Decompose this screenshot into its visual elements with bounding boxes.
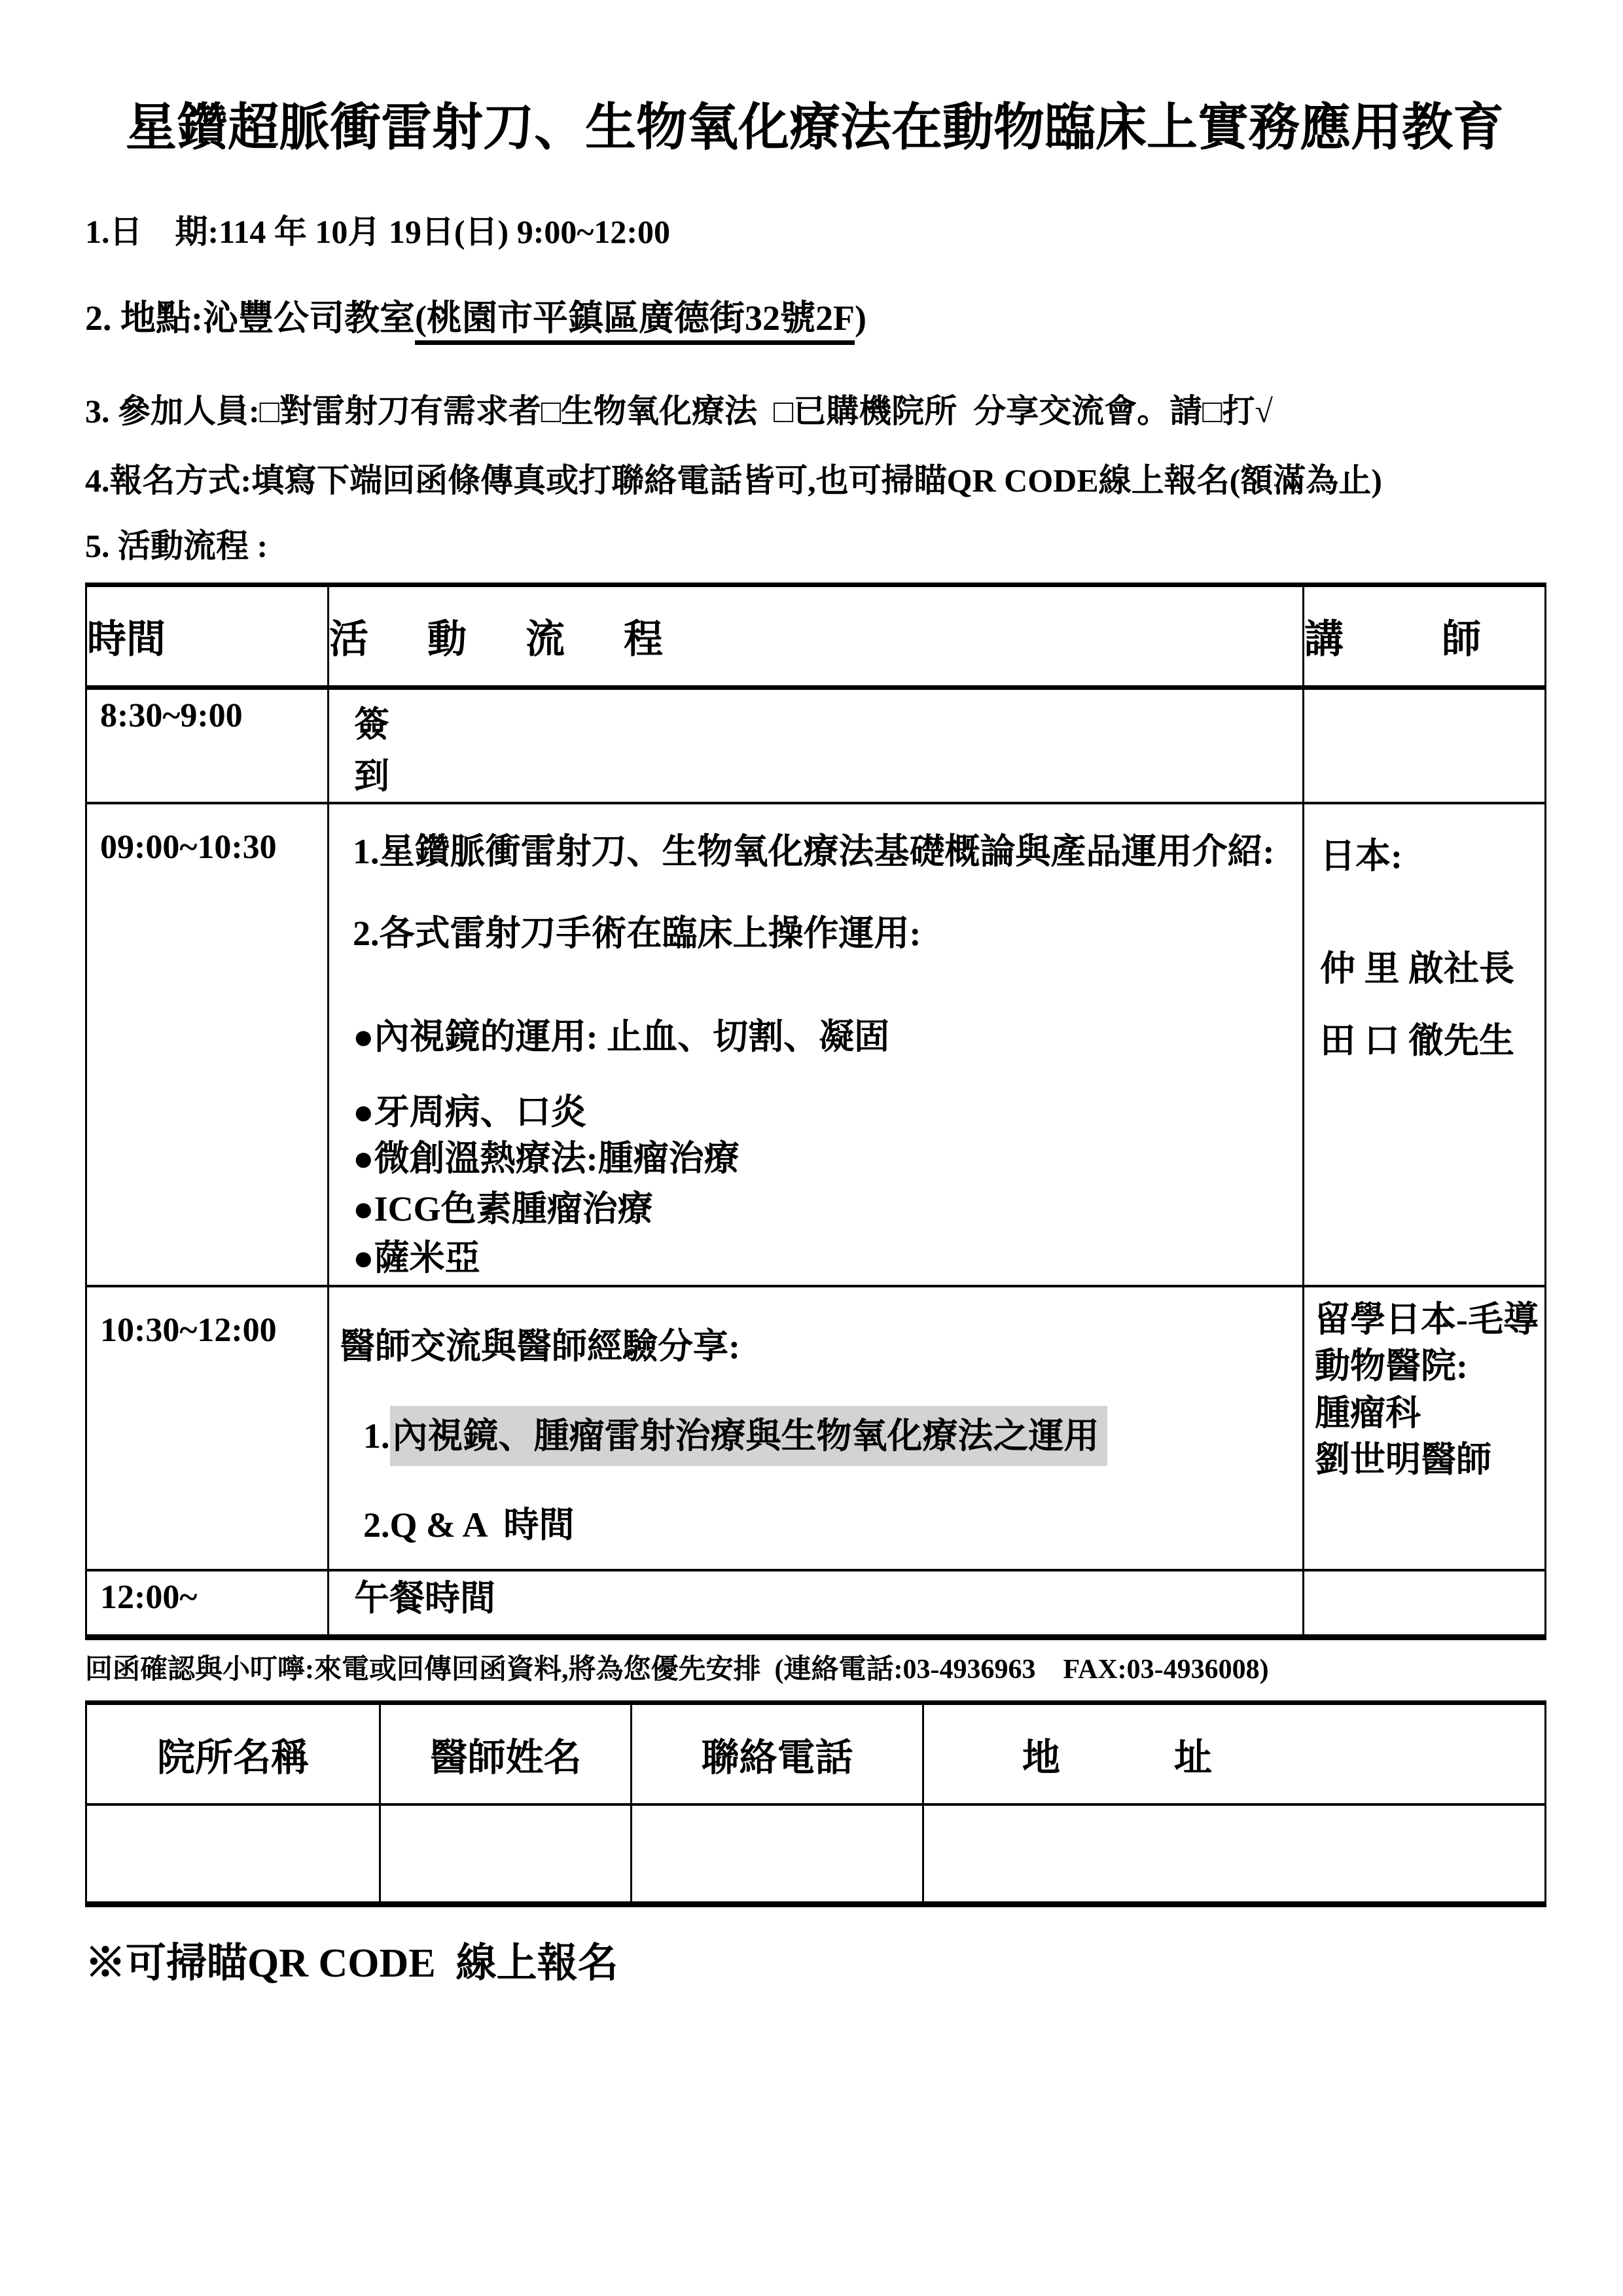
col-header-address: 地 址 (923, 1703, 1546, 1805)
location-prefix: 2. 地點:沁豐公司教室 (85, 298, 415, 338)
lecturer-line: 腫瘤科 (1315, 1393, 1421, 1433)
lecturer-cell (1304, 803, 1546, 1286)
qr-code-note: ※可掃瞄QR CODE 線上報名 (85, 1941, 618, 1986)
highlight-number: 1. (363, 1416, 390, 1456)
activity-bullet: ●內視鏡的運用: 止血、切割、凝固 (353, 1016, 890, 1056)
col-header-clinic-name: 院所名稱 (86, 1703, 380, 1805)
time-cell (86, 1286, 329, 1570)
col-header-contact-phone: 聯絡電話 (632, 1703, 923, 1805)
lecturer-line: 動物醫院: (1315, 1346, 1468, 1386)
lecturer-cell (1304, 1286, 1546, 1570)
col-header-doctor-name: 醫師姓名 (380, 1703, 632, 1805)
location-address-underlined: (桃園市平鎮區廣德街32號2F (415, 298, 855, 345)
lecturer-line: 田 口 徹先生 (1320, 1021, 1514, 1061)
col-header-time: 時間 (86, 585, 329, 688)
activity-cell (329, 1570, 1304, 1638)
activity-cell (329, 688, 1304, 803)
time-cell (86, 688, 329, 803)
address-blank-cell (923, 1804, 1546, 1905)
time-cell (86, 1570, 329, 1638)
schedule-table (85, 583, 1546, 1640)
registration-line: 4.報名方式:填寫下端回函條傳真或打聯絡電話皆可,也可掃瞄QR CODE線上報名(額滿為止) (85, 462, 1382, 499)
schedule-row-sharing (86, 1286, 1546, 1570)
activity-bullet: ●牙周病、口炎 (353, 1092, 586, 1132)
activity-line: 醫師交流與醫師經驗分享: (340, 1327, 740, 1367)
reply-header-row (86, 1703, 1546, 1805)
time-cell (86, 803, 329, 1286)
time-value: 09:00~10:30 (100, 829, 277, 867)
col-header-lecturer: 講 師 (1304, 585, 1546, 688)
schedule-row-signin (86, 688, 1546, 803)
lecturer-line: 劉世明醫師 (1315, 1439, 1491, 1479)
activity-line: 簽 (354, 705, 389, 745)
lecturer-line: 日本: (1320, 836, 1402, 876)
reply-confirmation-note: 回函確認與小叮嚀:來電或回傳回函資料,將為您優先安排 (連絡電話:03-4936963 FAX:03-4936008) (85, 1655, 1269, 1685)
activity-line: 2.各式雷射刀手術在臨床上操作運用: (353, 914, 921, 954)
date-line: 1.日 期:114 年 10月 19日(日) 9:00~12:00 (85, 213, 670, 250)
contact-phone-blank-cell (632, 1804, 923, 1905)
lecturer-line: 仲 里 啟社長 (1320, 949, 1514, 989)
activity-cell (329, 803, 1304, 1286)
clinic-name-blank-cell (86, 1804, 380, 1905)
schedule-row-lecture (86, 803, 1546, 1286)
lecturer-cell-empty (1304, 688, 1546, 803)
activity-line: 午餐時間 (354, 1579, 495, 1619)
lecturer-line: 留學日本-毛導 (1315, 1300, 1539, 1340)
time-value: 10:30~12:00 (100, 1312, 277, 1350)
page-title: 星鑽超脈衝雷射刀、生物氧化療法在動物臨床上實務應用教育 (125, 99, 1504, 156)
activity-line: 2.Q & A 時間 (363, 1505, 575, 1545)
participants-line: 3. 參加人員:□對雷射刀有需求者□生物氧化療法 □已購機院所 分享交流會。請□打√ (85, 393, 1273, 430)
schedule-row-lunch (86, 1570, 1546, 1638)
activity-bullet: ●ICG色素腫瘤治療 (353, 1189, 653, 1229)
col-header-activity: 活 動 流 程 (329, 585, 1304, 688)
activity-highlight-line (329, 1418, 1302, 1455)
location-suffix: ) (854, 298, 866, 338)
activity-line: 1.星鑽脈衝雷射刀、生物氧化療法基礎概論與產品運用介紹: (353, 832, 1275, 872)
reply-input-row (86, 1804, 1546, 1905)
activity-line: 到 (354, 756, 389, 796)
schedule-header-row (86, 585, 1546, 688)
time-value: 12:00~ (100, 1579, 198, 1617)
activity-bullet: ●薩米亞 (353, 1238, 480, 1278)
lecturer-cell-empty (1304, 1570, 1546, 1638)
time-value: 8:30~9:00 (100, 697, 243, 735)
highlighted-text: 內視鏡、腫瘤雷射治療與生物氧化療法之運用 (390, 1406, 1107, 1466)
doctor-name-blank-cell (380, 1804, 632, 1905)
activity-cell (329, 1286, 1304, 1570)
location-line (85, 297, 1544, 340)
agenda-label: 5. 活動流程 : (85, 528, 268, 565)
reply-form-table (85, 1700, 1546, 1907)
activity-bullet: ●微創溫熱療法:腫瘤治療 (353, 1139, 740, 1179)
